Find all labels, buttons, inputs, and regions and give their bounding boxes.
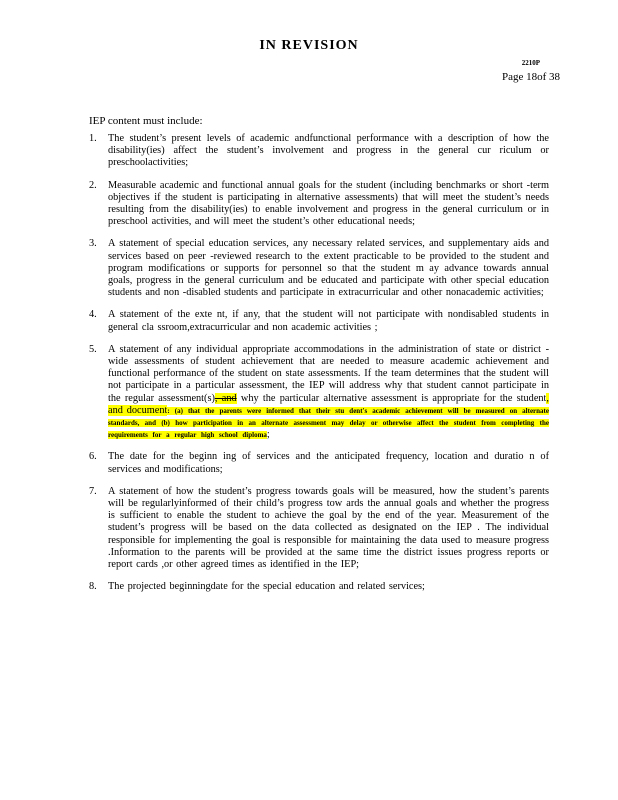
item-text: A statement of the exte nt, if any, that the student will not participate with nondisabled students in general cla ssroom,extracurricular and non academic activities ; [108, 309, 549, 333]
item-text [108, 344, 549, 442]
highlight-inserted-small: : (a) that the parents were informed that their stu dent's academic achievement will be measured on alternate standards, and (b) how participation in an alternate assessment may delay or otherwise affect the student from completing the requirements for a regular high school diploma [108, 406, 549, 440]
item-number: 5. [89, 343, 97, 355]
list-item [89, 133, 549, 170]
page-number: Page 18of 38 [501, 71, 560, 83]
item-text: A statement of special education services, any necessary related services, and supplementary aids and services based on peer -reviewed research to the extent practicable to be provided to the student and program modifications or supports for personnel so that the student m ay advance towards annual goals, progress in the general curriculum and be educated and participate with other special education students and non -disabled students and participate in extracurricular and other nonacademic activities; [108, 238, 549, 299]
item-text-continued: why the particular alternative assessment is appropriate for the student [236, 392, 547, 404]
item-text: The date for the beginn ing of services and the anticipated frequency, location and duratio n of services and modifications; [108, 451, 549, 475]
list-item [89, 486, 549, 571]
item-text: A statement of how the student’s progress towards goals will be measured, how the student’s parents will be regularlyinformed of their child’s progress tow ards the annual goals and whether the progress is sufficient to enable the student to achieve the goal by the end of the year. Measurement of the student’s progress will be based on the data collected as designated on the IEP . The individual responsible for implementing the goal is responsible for maintaining the data used to measure progress .Information to the parents will be provided at the same time the district issues progress reports or report cards ,or other agreed times as identified in the IEP; [108, 485, 549, 571]
item-number: 2. [89, 179, 97, 191]
item-text: The student’s present levels of academic andfunctional performance with a description of how the disability(ies) affect the student’s involvement and progress in the general cur riculum or preschoolactivities; [108, 133, 549, 169]
list-item [89, 309, 549, 333]
item-number: 1. [89, 133, 97, 144]
item-text-end: ; [266, 429, 270, 441]
list-item [89, 180, 549, 229]
list-intro: IEP content must include: [89, 115, 203, 127]
list-item [89, 238, 549, 299]
item-number: 6. [89, 451, 97, 463]
list-item [89, 344, 549, 442]
item-text: The projected beginningdate for the special education and related services; [108, 581, 425, 593]
item-number: 3. [89, 238, 97, 250]
page-title: IN REVISION [259, 38, 359, 53]
item-text: Measurable academic and functional annual goals for the student (including benchmarks or short -term objectives if the student is participating in alternative assessments) that will meet the student’s needs resulting from the disability(ies) to enable involvement and progress in the general curriculum or in preschool activities, and will meet the student’s other educational needs; [108, 179, 549, 228]
list-item [89, 451, 549, 475]
list-item [89, 581, 549, 593]
item-number: 7. [89, 485, 97, 497]
item-number: 4. [89, 309, 97, 321]
policy-code: 2210P [521, 59, 540, 67]
iep-content-list [89, 133, 549, 604]
item-number: 8. [89, 581, 97, 593]
item-text-main: A statement of any individual appropriate accommodations in the administration of state or district -wide assessments of student achievement that are needed to measure academic achievement and functional performance of the student on state assessments. If the team determines that the student will not participate in a particular assessment, the IEP will address why that student cannot participate in the regular assessment(s) [108, 343, 549, 404]
highlight-deleted: , and [214, 392, 237, 404]
highlight-inserted: , and document [108, 392, 549, 416]
